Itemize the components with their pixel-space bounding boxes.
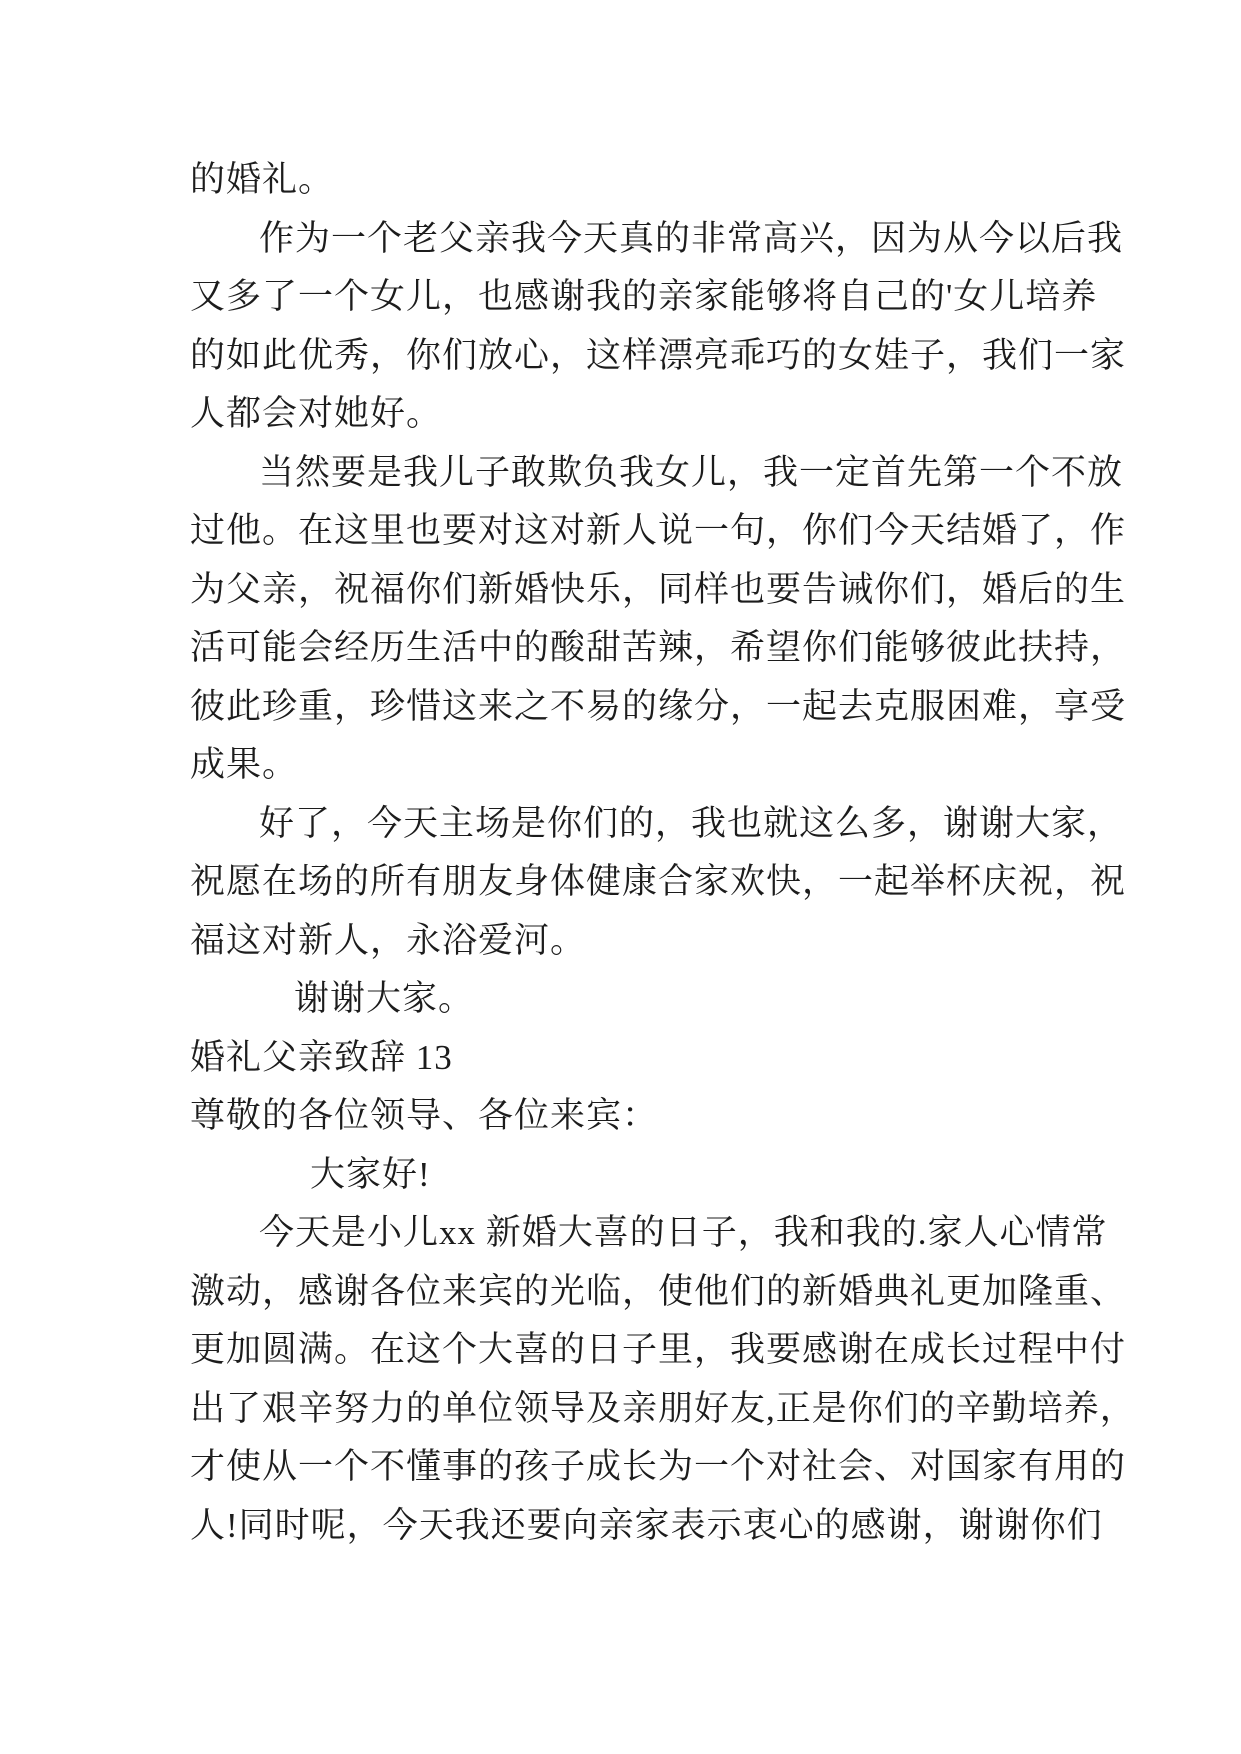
text-line: 的婚礼。	[190, 160, 335, 199]
text-line: 祝愿在场的所有朋友身体健康合家欢快，一起举杯庆祝，祝	[190, 862, 1127, 901]
text-line: 又多了一个女儿，也感谢我的亲家能够将自己的'女儿培养	[190, 277, 1098, 316]
text-line: 人都会对她好。	[190, 394, 443, 433]
text-line: 谢谢大家。	[294, 979, 475, 1018]
text-line: 更加圆满。在这个大喜的日子里，我要感谢在成长过程中付	[190, 1330, 1127, 1369]
text-line: 活可能会经历生活中的酸甜苦辣，希望你们能够彼此扶持，	[190, 628, 1127, 667]
text-line: 当然要是我儿子敢欺负我女儿，我一定首先第一个不放	[259, 452, 1124, 492]
text-line: 彼此珍重，珍惜这来之不易的缘分，一起去克服困难，享受	[190, 686, 1127, 726]
text-line: 福这对新人，永浴爱河。	[190, 920, 587, 960]
text-line: 的如此优秀，你们放心，这样漂亮乖巧的女娃子，我们一家	[190, 335, 1127, 375]
text-line: 尊敬的各位领导、各位来宾：	[190, 1096, 659, 1135]
text-line: 出了艰辛努力的单位领导及亲朋好友,正是你们的辛勤培养，	[190, 1388, 1136, 1428]
text-line: 婚礼父亲致辞 13	[190, 1037, 453, 1077]
text-line: 今天是小儿xx 新婚大喜的日子，我和我的.家人心情常	[259, 1213, 1108, 1252]
text-line: 作为一个老父亲我今天真的非常高兴，因为从今以后我	[259, 218, 1124, 258]
text-line: 激动，感谢各位来宾的光临，使他们的新婚典礼更加隆重、	[190, 1271, 1127, 1311]
text-line: 才使从一个不懂事的孩子成长为一个对社会、对国家有用的	[190, 1447, 1127, 1486]
text-line: 好了，今天主场是你们的，我也就这么多，谢谢大家，	[259, 803, 1124, 843]
text-line: 过他。在这里也要对这对新人说一句，你们今天结婚了，作	[190, 511, 1127, 550]
text-line: 人!同时呢，今天我还要向亲家表示衷心的感谢，谢谢你们	[190, 1505, 1103, 1545]
text-line: 大家好!	[310, 1154, 431, 1194]
text-line: 为父亲，祝福你们新婚快乐，同样也要告诫你们，婚后的生	[190, 569, 1127, 609]
text-line: 成果。	[190, 745, 299, 784]
text-content	[190, 151, 1136, 1555]
